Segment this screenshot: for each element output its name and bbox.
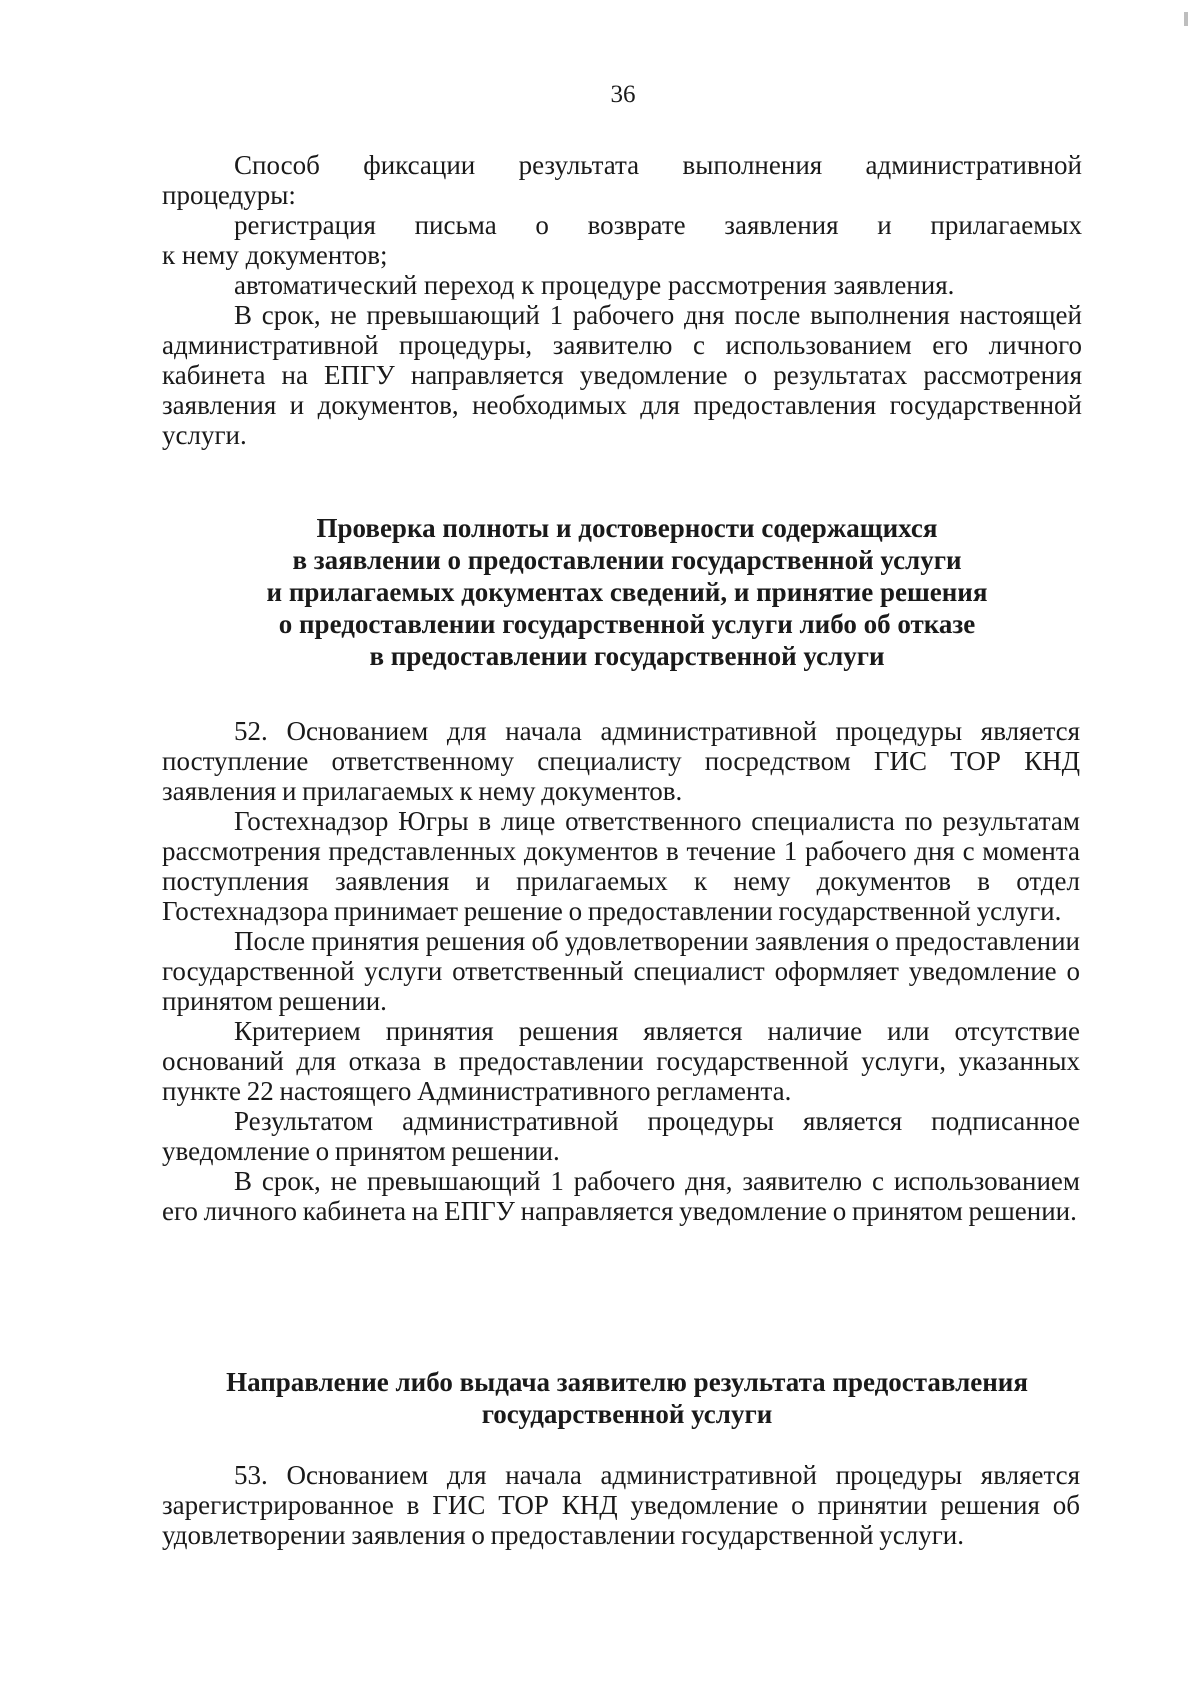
heading-line: Проверка полноты и достоверности содержащихся bbox=[316, 513, 938, 543]
paragraph: Критерием принятия решения является наличие или отсутствие оснований для отказа в предоставлении государственной услуги, указанных пункте 22 настоящего Административного регламента. bbox=[162, 1016, 1080, 1106]
heading-line: государственной услуги bbox=[481, 1399, 773, 1429]
heading-line: и прилагаемых документах сведений, и принятие решения bbox=[266, 577, 988, 607]
paragraph: 53. Основанием для начала административной процедуры является зарегистрированное в ГИС ТОР КНД уведомление о принятии решения об удовлетворении заявления о предоставлении государственной услуги. bbox=[162, 1460, 1080, 1550]
paragraph: 52. Основанием для начала административной процедуры является поступление ответственному специалисту посредством ГИС ТОР КНД заявления и прилагаемых к нему документов. bbox=[162, 716, 1080, 806]
intro-line: регистрация письма о возврате заявления и прилагаемых bbox=[234, 210, 1082, 240]
section-heading bbox=[182, 512, 1072, 672]
scan-artifact bbox=[1184, 12, 1188, 26]
heading-line: о предоставлении государственной услуги либо об отказе bbox=[278, 609, 976, 639]
paragraph: После принятия решения об удовлетворении заявления о предоставлении государственной услуги ответственный специалист оформляет уведомление о принятом решении. bbox=[162, 926, 1080, 1016]
intro-paragraph: В срок, не превышающий 1 рабочего дня после выполнения настоящей административной процедуры, заявителю с использованием его личного кабинета на ЕПГУ направляется уведомление о результатах рассмотрения заявления и документов, необходимых для предоставления государственной услуги. bbox=[162, 300, 1082, 450]
section-53 bbox=[162, 1460, 1080, 1550]
section-52 bbox=[162, 716, 1080, 1226]
intro-line: Способ фиксации результата выполнения административной bbox=[234, 150, 1082, 180]
paragraph: Результатом административной процедуры является подписанное уведомление о принятом решении. bbox=[162, 1106, 1080, 1166]
intro-line: автоматический переход к процедуре рассмотрения заявления. bbox=[234, 270, 955, 300]
heading-line: Направление либо выдача заявителю результата предоставления bbox=[226, 1367, 1028, 1397]
paragraph: Гостехнадзор Югры в лице ответственного специалиста по результатам рассмотрения представленных документов в течение 1 рабочего дня с момента поступления заявления и прилагаемых к нему документов в отдел Гостехнадзора принимает решение о предоставлении государственной услуги. bbox=[162, 806, 1080, 926]
intro-block bbox=[162, 150, 1082, 450]
page-number: 36 bbox=[610, 81, 636, 108]
heading-line: в заявлении о предоставлении государственной услуги bbox=[292, 545, 962, 575]
intro-line: к нему документов; bbox=[162, 240, 388, 270]
heading-line: в предоставлении государственной услуги bbox=[369, 641, 885, 671]
paragraph: В срок, не превышающий 1 рабочего дня, заявителю с использованием его личного кабинета на ЕПГУ направляется уведомление о принятом решении. bbox=[162, 1166, 1080, 1226]
section-heading bbox=[172, 1366, 1082, 1430]
intro-line: процедуры: bbox=[162, 180, 296, 210]
